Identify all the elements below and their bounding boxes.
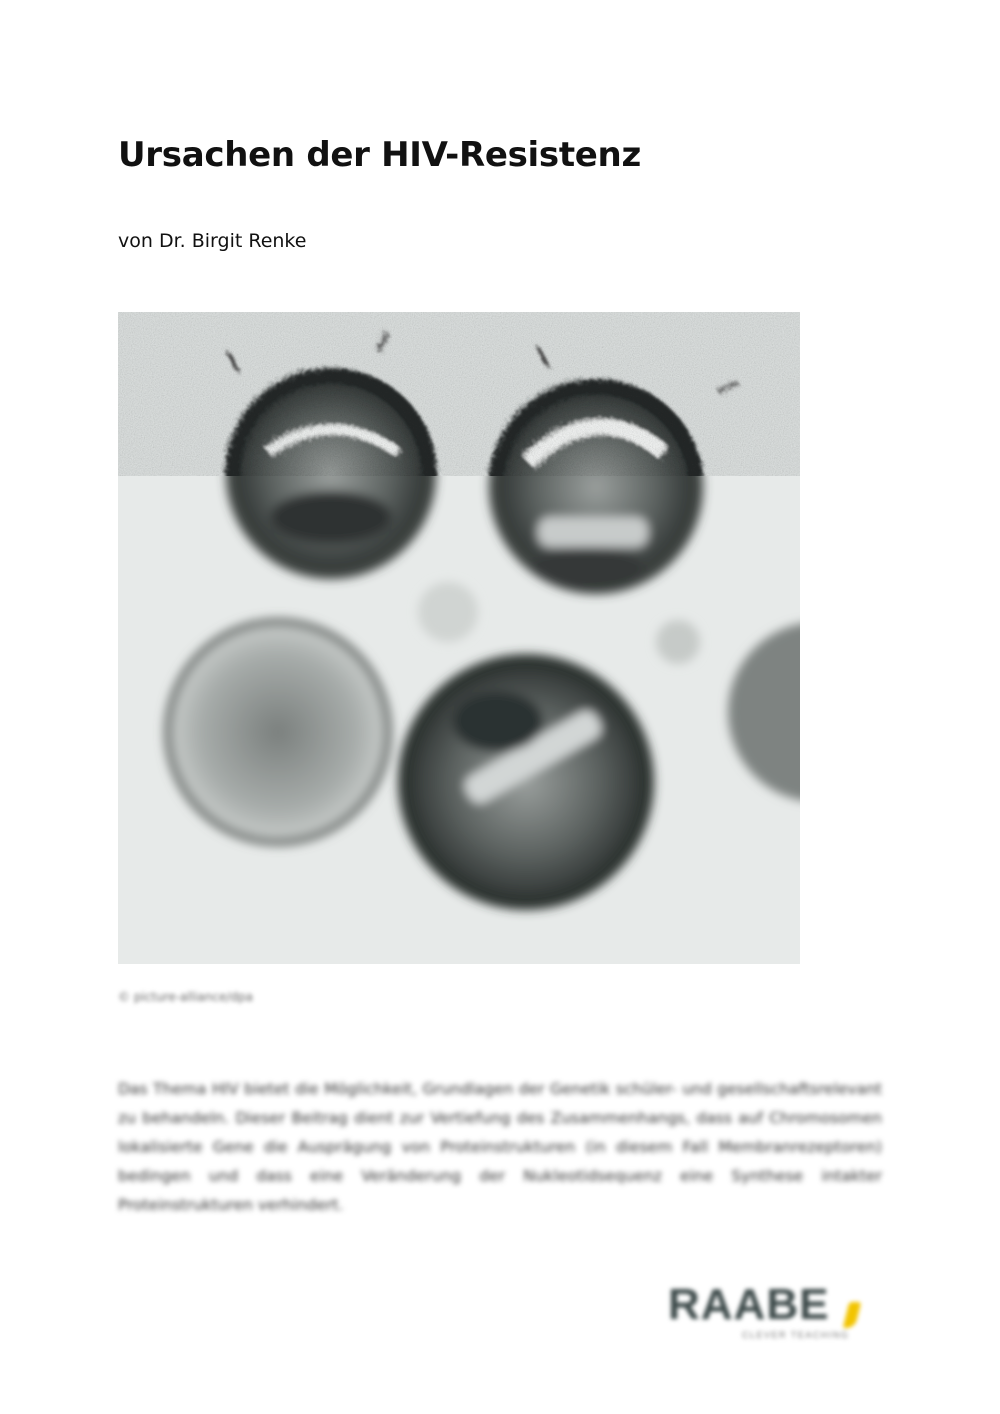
- author-line: von Dr. Birgit Renke: [118, 230, 307, 252]
- page-title: Ursachen der HIV-Resistenz: [118, 135, 641, 175]
- raabe-logo: [668, 1280, 878, 1340]
- logo-wordmark: RAABE: [668, 1280, 830, 1329]
- intro-paragraph: Das Thema HIV bietet die Möglichkeit, Grundlagen der Genetik schüler- und gesellschaftsrelevant zu behandeln. Dieser Beitrag dient zur Vertiefung des Zusammenhangs, dass auf Chromosomen lokalisierte Gene die Ausprägung von Proteinstrukturen (in diesem Fall Membranrezeptoren) bedingen und dass eine Veränderung der Nukleotidsequenz eine Synthese intakter Proteinstrukturen verhindert.: [118, 1080, 882, 1214]
- logo-tagline: CLEVER TEACHING: [742, 1330, 850, 1340]
- logo-comma-mark: [843, 1302, 861, 1328]
- figure-caption: © picture-alliance/dpa: [118, 990, 253, 1004]
- hiv-micrograph-image: [118, 312, 800, 964]
